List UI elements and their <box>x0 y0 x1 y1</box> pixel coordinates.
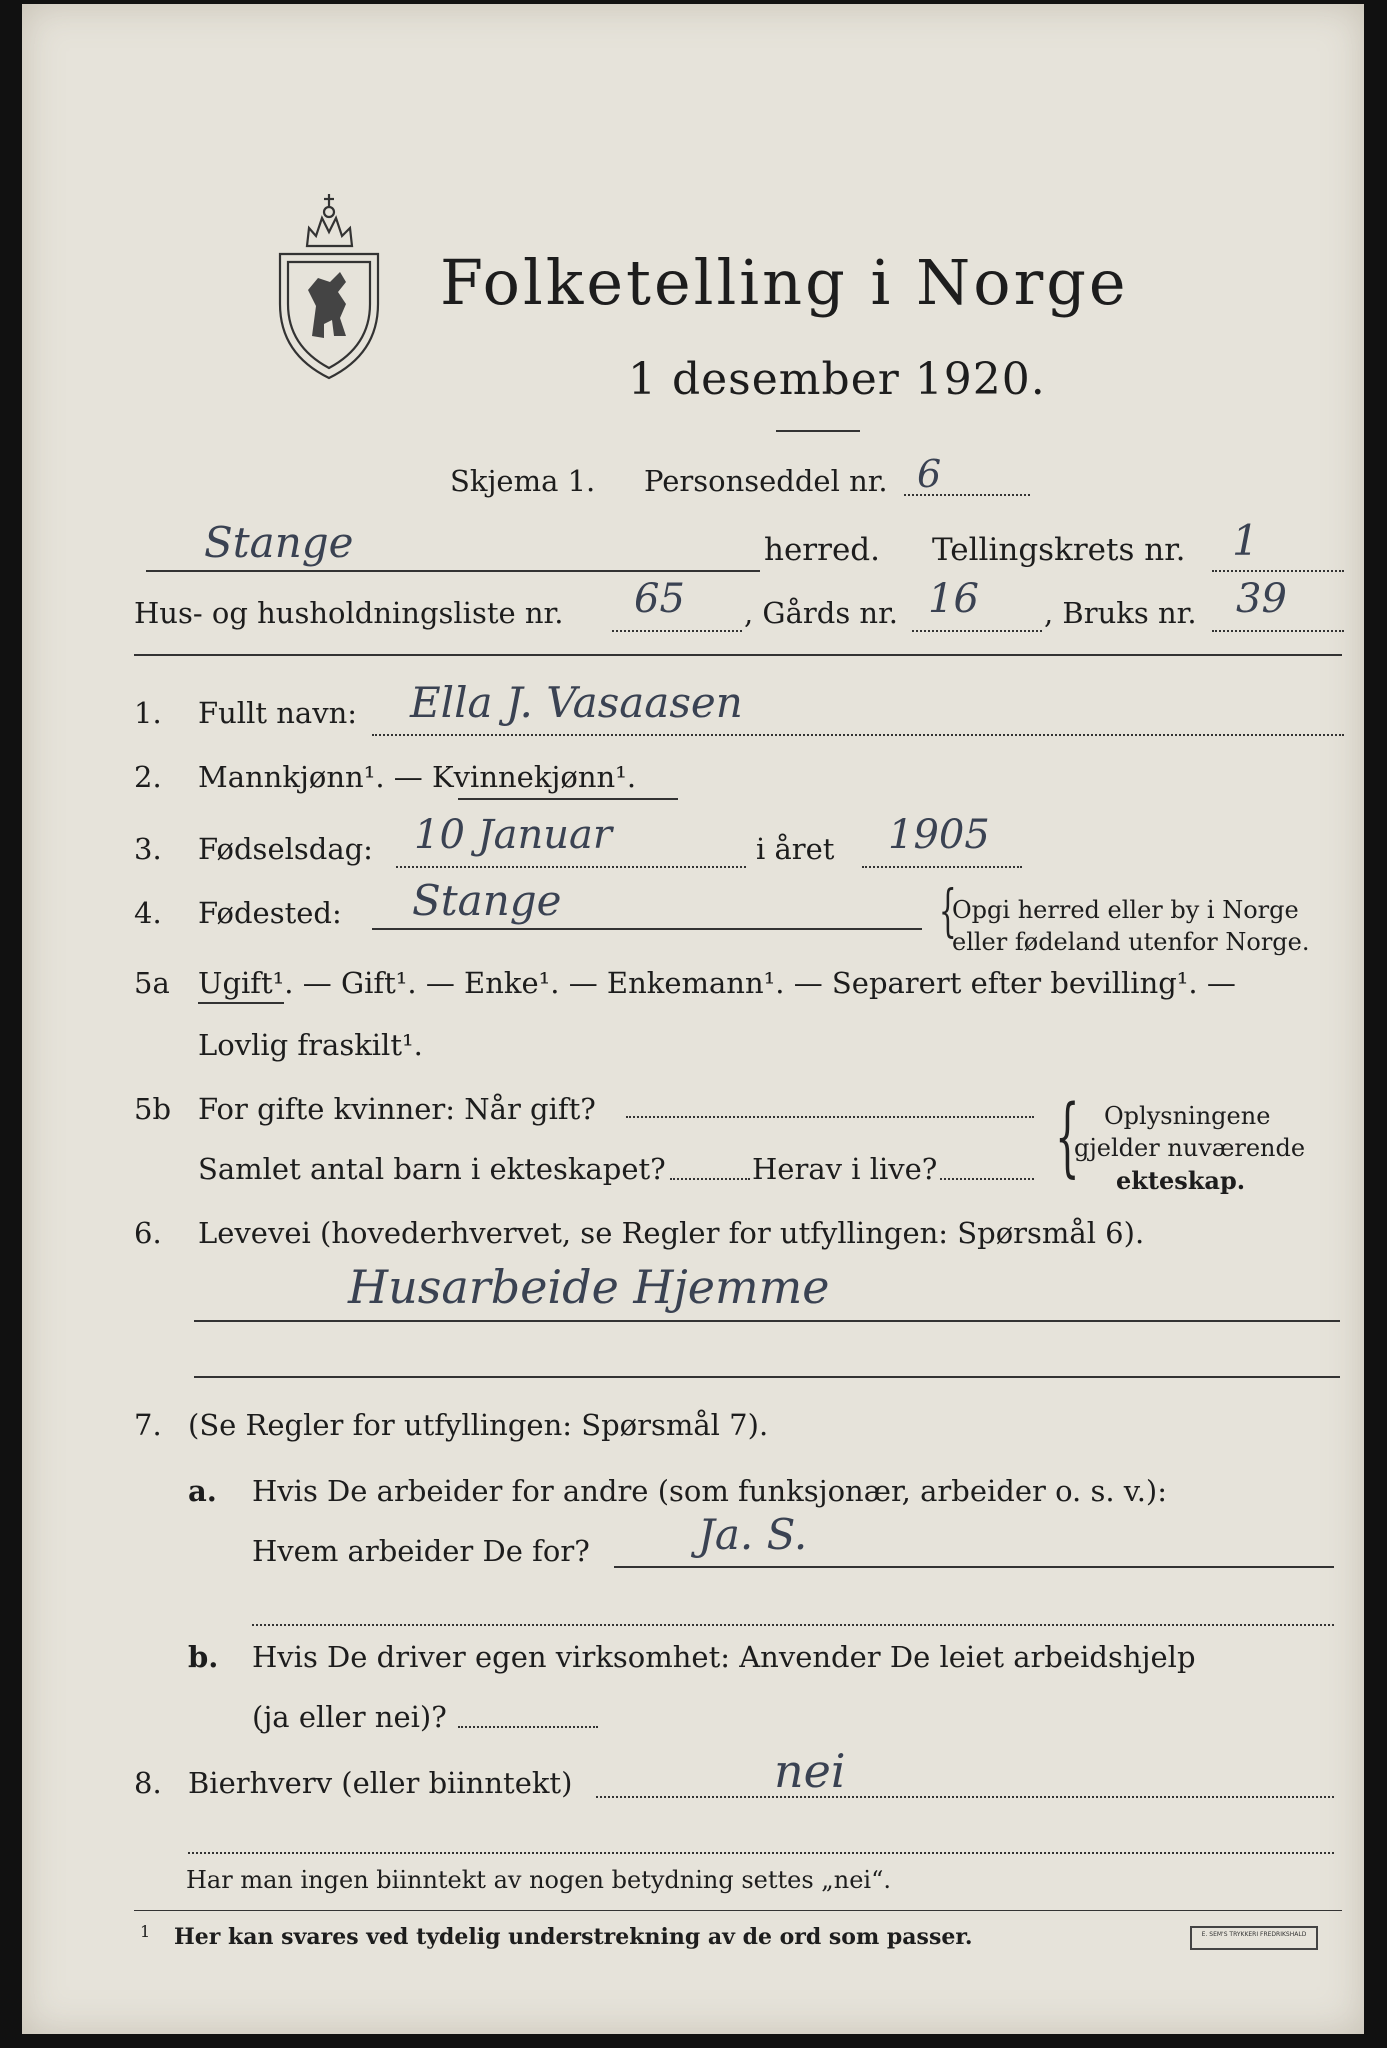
form-title: Folketelling i Norge <box>440 246 1129 319</box>
q5b-brace: { <box>1055 1087 1080 1187</box>
footer-note: Har man ingen biinntekt av nogen betydning settes „nei“. <box>186 1866 891 1894</box>
q4-label: Fødested: <box>198 896 342 930</box>
q4-note-line-1: Opgi herred eller by i Norge <box>952 896 1299 924</box>
q5a-ugift-underline <box>198 1002 284 1004</box>
q4-note-line-2: eller fødeland utenfor Norge. <box>952 928 1310 956</box>
norwegian-coat-of-arms-icon <box>272 186 387 386</box>
q4-line <box>372 928 922 930</box>
q6-line-1 <box>194 1320 1340 1322</box>
q7-label: (Se Regler for utfyllingen: Spørsmål 7). <box>188 1408 769 1442</box>
husliste-line <box>612 630 742 632</box>
section-divider <box>134 654 1342 656</box>
q5b-children-line <box>670 1178 750 1180</box>
q1-number: 1. <box>134 696 162 730</box>
secondary-income-value[interactable]: nei <box>774 1744 846 1798</box>
q7a-letter: a. <box>188 1474 217 1508</box>
personseddel-line <box>904 494 1030 496</box>
q1-label: Fullt navn: <box>198 696 358 730</box>
tellingskrets-label: Tellingskrets nr. <box>932 532 1186 568</box>
tellingskrets-line <box>1212 570 1344 572</box>
q3-label: Fødselsdag: <box>198 832 373 866</box>
q3-year-label: i året <box>756 832 835 866</box>
schema-label: Skjema 1. <box>450 464 596 498</box>
q5b-label-line-3: Herav i live? <box>752 1152 938 1186</box>
gards-line <box>912 630 1042 632</box>
footnote-divider <box>134 1910 1342 1911</box>
q2-number: 2. <box>134 760 162 794</box>
q7b-label: Hvis De driver egen virksomhet: Anvender De leiet arbeidshjelp <box>252 1640 1196 1674</box>
q5b-label: For gifte kvinner: Når gift? <box>198 1092 596 1126</box>
footnote-mark: 1 <box>140 1922 151 1941</box>
q7b-letter: b. <box>188 1640 219 1674</box>
q8-line <box>596 1796 1334 1798</box>
q8-label: Bierhverv (eller biinntekt) <box>188 1766 573 1800</box>
q7a-label-line-2: Hvem arbeider De for? <box>252 1534 590 1568</box>
title-divider <box>776 430 860 432</box>
q5b-number: 5b <box>134 1092 172 1126</box>
q3-year-line <box>862 866 1022 868</box>
q5b-note-line-3: ekteskap. <box>1116 1166 1246 1195</box>
q5a-label-line-2: Lovlig fraskilt¹. <box>198 1028 423 1062</box>
footnote-text: Her kan svares ved tydelig understrekning av de ord som passer. <box>174 1924 973 1950</box>
birthdate-value[interactable]: 10 Januar <box>414 812 612 858</box>
personseddel-label: Personseddel nr. <box>644 464 888 498</box>
herred-label: herred. <box>764 532 880 568</box>
bruks-label: , Bruks nr. <box>1044 596 1197 630</box>
census-date: 1 desember 1920. <box>628 354 1046 405</box>
bruks-line <box>1212 630 1344 632</box>
herred-line <box>146 570 760 572</box>
printer-stamp-text: E. SEM'S TRYKKERI FREDRIKSHALD <box>1201 1931 1307 1938</box>
full-name-value[interactable]: Ella J. Vasaasen <box>410 678 743 727</box>
bruks-value[interactable]: 39 <box>1236 576 1287 622</box>
q7-number: 7. <box>134 1408 162 1442</box>
q5a-label: Ugift¹. — Gift¹. — Enke¹. — Enkemann¹. — Separert efter bevilling¹. — <box>198 966 1236 1000</box>
q5b-note-line-1: Oplysningene <box>1104 1102 1271 1130</box>
q7a-line-2 <box>252 1624 1334 1626</box>
q7a-label: Hvis De arbeider for andre (som funksjonær, arbeider o. s. v.): <box>252 1474 1168 1508</box>
q5a-number: 5a <box>134 966 170 1000</box>
q5b-note-line-2: gjelder nuværende <box>1074 1134 1306 1162</box>
q8-line-2 <box>188 1852 1334 1854</box>
q6-number: 6. <box>134 1216 162 1250</box>
q6-line-2 <box>194 1376 1340 1378</box>
birthplace-value[interactable]: Stange <box>412 876 562 925</box>
husliste-label: Hus- og husholdningsliste nr. <box>134 596 564 630</box>
printer-stamp <box>1190 1926 1318 1950</box>
q3-line <box>396 866 746 868</box>
q7b-line <box>458 1726 598 1728</box>
q7a-line-1 <box>614 1566 1334 1568</box>
personseddel-value[interactable]: 6 <box>917 452 942 496</box>
q8-number: 8. <box>134 1766 162 1800</box>
q5b-label-line-2: Samlet antal barn i ekteskapet? <box>198 1152 666 1186</box>
husliste-value[interactable]: 65 <box>634 576 685 622</box>
q5b-when-married-line <box>626 1116 1034 1118</box>
q6-label: Levevei (hovederhvervet, se Regler for utfyllingen: Spørsmål 6). <box>198 1216 1145 1250</box>
herred-value[interactable]: Stange <box>204 518 354 567</box>
q3-number: 3. <box>134 832 162 866</box>
q4-number: 4. <box>134 896 162 930</box>
gards-value[interactable]: 16 <box>928 576 979 622</box>
employer-value[interactable]: Ja. S. <box>698 1510 808 1559</box>
q7b-label-line-2: (ja eller nei)? <box>252 1700 447 1734</box>
census-form-sheet <box>22 4 1364 2034</box>
q5b-alive-line <box>940 1178 1034 1180</box>
tellingskrets-value[interactable]: 1 <box>1232 516 1259 565</box>
gards-label: , Gårds nr. <box>744 596 898 630</box>
q1-line <box>372 734 1344 736</box>
birth-year-value[interactable]: 1905 <box>888 812 990 858</box>
q2-kvinnekjonn-underline <box>458 798 678 800</box>
occupation-value[interactable]: Husarbeide Hjemme <box>348 1260 830 1314</box>
q4-brace: { <box>938 879 957 944</box>
q2-label: Mannkjønn¹. — Kvinnekjønn¹. <box>198 760 637 794</box>
